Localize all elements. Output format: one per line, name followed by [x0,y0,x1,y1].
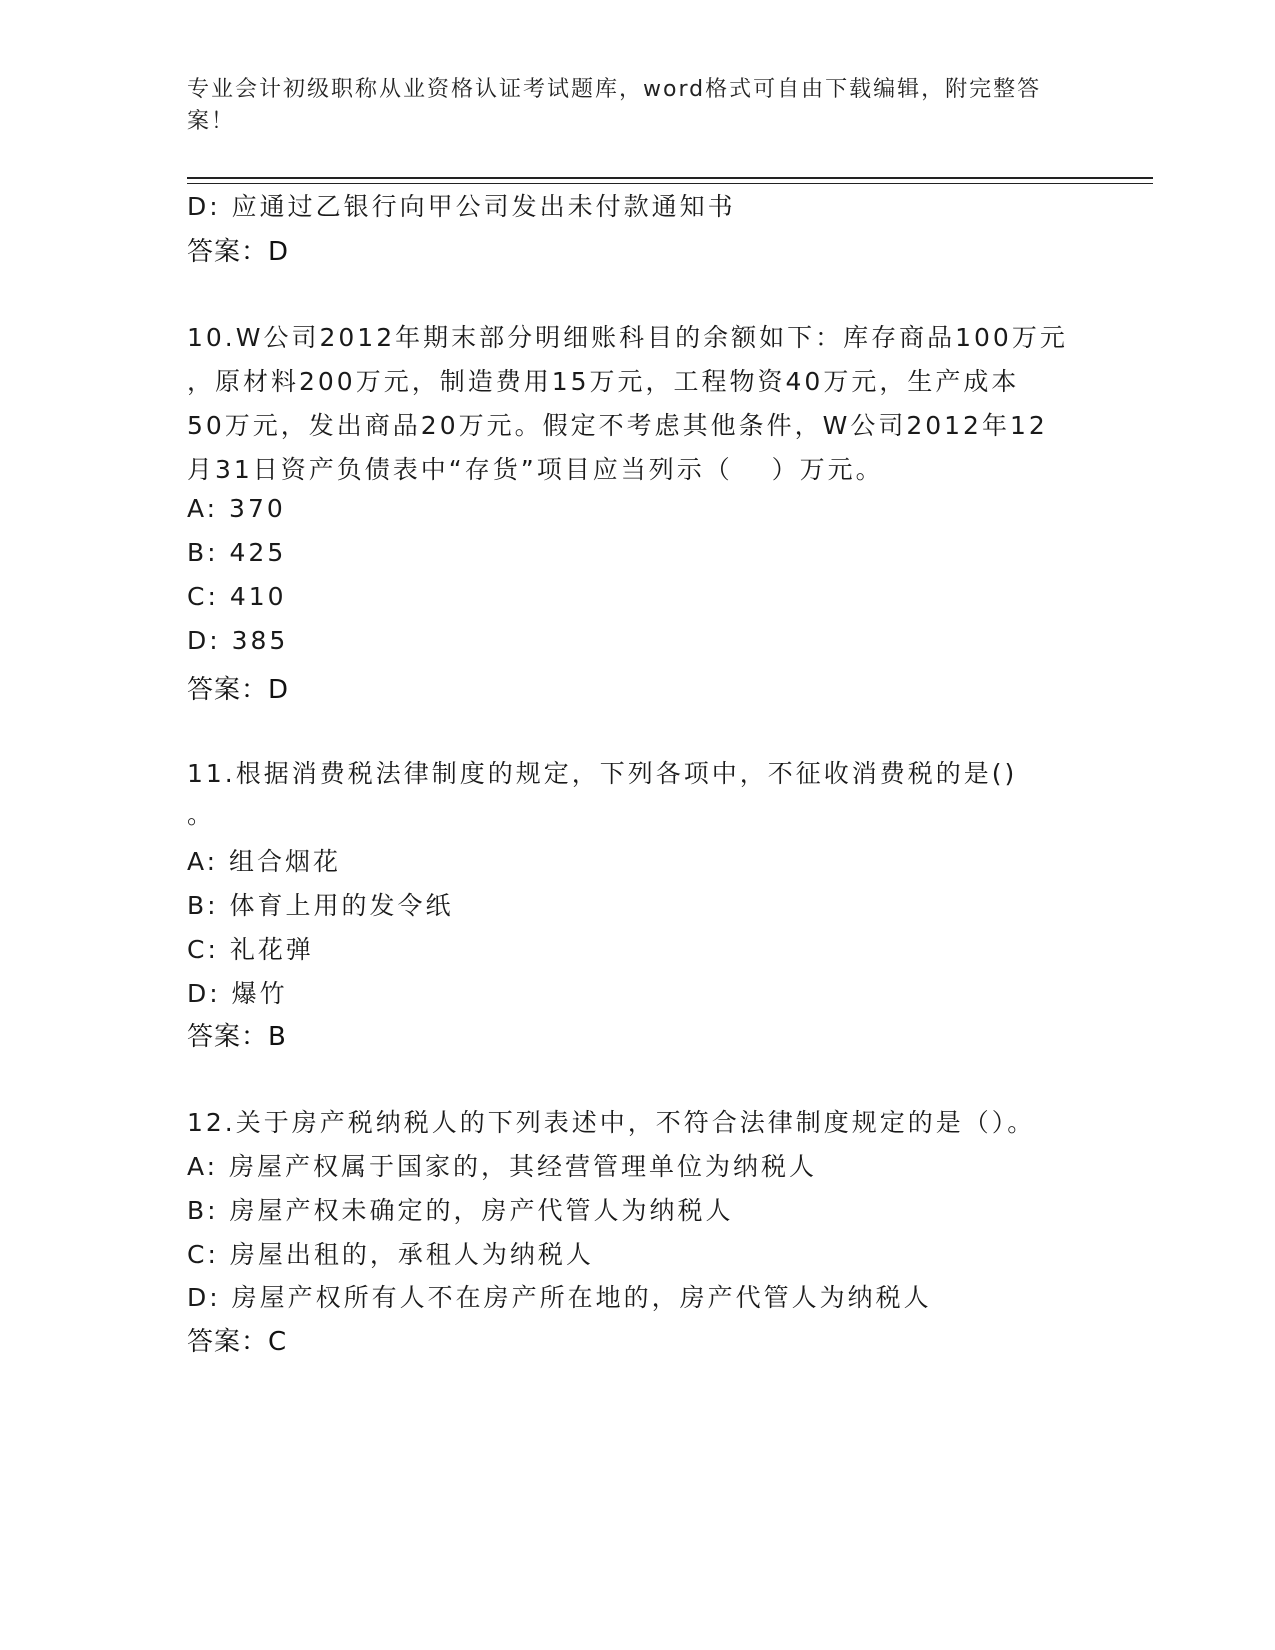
header-divider-thin [187,183,1153,184]
q10-option-d: D: 385 [187,626,289,655]
q11-option-c: C: 礼花弹 [187,935,314,964]
q12-option-b: B: 房屋产权未确定的，房产代管人为纳税人 [187,1196,734,1225]
q12-stem-line-1: 12.关于房产税纳税人的下列表述中，不符合法律制度规定的是（）。 [187,1108,1036,1137]
q11-option-a: A: 组合烟花 [187,847,342,876]
q10-answer: 答案：D [187,675,290,705]
q12-option-c: C: 房屋出租的，承租人为纳税人 [187,1240,594,1269]
q10-stem-line-2: ，原材料200万元，制造费用15万元，工程物资40万元，生产成本 [187,367,1020,396]
q11-stem-line-2: 。 [187,800,216,829]
header-divider-thick [187,177,1153,179]
header-line-1: 专业会计初级职称从业资格认证考试题库，word格式可自由下载编辑，附完整答 [187,77,1042,102]
document-header [187,74,1067,138]
q12-option-d: D: 房屋产权所有人不在房产所在地的，房产代管人为纳税人 [187,1283,932,1312]
header-line-2: 案！ [187,109,236,134]
q9-option-d: D: 应通过乙银行向甲公司发出未付款通知书 [187,192,736,221]
q10-option-a: A: 370 [187,494,286,523]
q12-option-a: A: 房屋产权属于国家的，其经营管理单位为纳税人 [187,1152,818,1181]
q11-answer: 答案：B [187,1022,287,1052]
q11-option-b: B: 体育上用的发令纸 [187,891,454,920]
q9-answer: 答案：D [187,237,290,267]
q10-stem-line-1: 10.W公司2012年期末部分明细账科目的余额如下：库存商品100万元 [187,323,1068,352]
q12-answer: 答案：C [187,1327,288,1357]
q10-stem-line-4: 月31日资产负债表中“存货”项目应当列示（ ）万元。 [187,455,884,484]
q11-option-d: D: 爆竹 [187,979,288,1008]
q10-option-b: B: 425 [187,538,287,567]
q11-stem-line-1: 11.根据消费税法律制度的规定，下列各项中，不征收消费税的是() [187,759,1018,788]
q10-stem-line-3: 50万元，发出商品20万元。假定不考虑其他条件，W公司2012年12 [187,411,1048,440]
q10-option-c: C: 410 [187,582,287,611]
